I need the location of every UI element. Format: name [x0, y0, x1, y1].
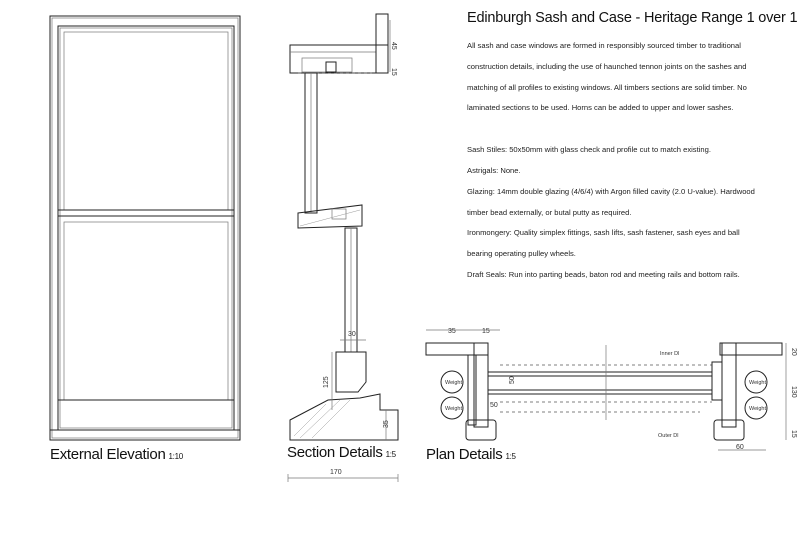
caption-plan-scale: 1:5	[505, 452, 516, 461]
dim-sill-width: 170	[330, 469, 342, 476]
dim-bead: 30	[348, 331, 356, 338]
dim-gap-b: 50	[490, 402, 498, 409]
spec-intro-line: matching of all profiles to existing windows. All timbers sections are solid timber. No	[467, 82, 747, 92]
dim-left-a: 35	[448, 328, 456, 335]
meeting-rail	[298, 205, 362, 228]
specification-block	[467, 10, 805, 286]
external-elevation	[50, 16, 240, 440]
spec-ironmongery-cont: bearing operating pulley wheels.	[467, 249, 576, 259]
plan-details	[426, 328, 797, 451]
caption-external-elevation	[50, 446, 183, 463]
upper-sash	[58, 26, 234, 216]
dim-gap-a: 50	[509, 376, 516, 384]
spec-title: Edinburgh Sash and Case - Heritage Range 1 over 1	[467, 10, 798, 26]
spec-draft-seals: Draft Seals: Run into parting beads, baton rod and meeting rails and bottom rails.	[467, 269, 740, 279]
caption-plan-details	[426, 446, 516, 463]
dim-bottom: 60	[736, 444, 744, 451]
caption-section-details	[287, 444, 396, 461]
svg-text:Weight: Weight	[749, 380, 767, 386]
dim-head-a: 45	[390, 42, 397, 50]
spec-glazing: Glazing: 14mm double glazing (4/6/4) with Argon filled cavity (2.0 U-value). Hardwood	[467, 186, 755, 196]
spec-intro-line: laminated sections to be used. Horns can be added to upper and lower sashes.	[467, 103, 734, 113]
dim-head-b: 15	[390, 68, 397, 76]
svg-text:Weight: Weight	[445, 380, 463, 386]
caption-section-label: Section Details	[287, 444, 383, 461]
dim-right-b: 130	[790, 386, 797, 398]
spec-glazing-cont: timber bead externally, or butal putty as required.	[467, 207, 632, 217]
dim-sill-height: 125	[323, 376, 330, 388]
caption-plan-label: Plan Details	[426, 446, 503, 463]
lower-sash	[58, 216, 234, 430]
caption-elevation-label: External Elevation	[50, 446, 166, 463]
dim-right-a: 20	[790, 348, 797, 356]
svg-text:Weight: Weight	[445, 406, 463, 412]
section-details	[288, 14, 398, 482]
elevation-sill	[50, 430, 240, 440]
dim-sill-small: 35	[383, 420, 390, 428]
spec-intro-line: construction details, including the use of haunched tennon joints on the sashes and	[467, 61, 747, 71]
outer-label: Outer Dl	[658, 433, 679, 439]
svg-text:Weight: Weight	[749, 406, 767, 412]
inner-label: Inner Dl	[660, 351, 680, 357]
dim-left-b: 15	[482, 328, 490, 335]
spec-intro-line: All sash and case windows are formed in responsibly sourced timber to traditional	[467, 41, 741, 50]
spec-astrigals: Astrigals: None.	[467, 165, 521, 175]
caption-section-scale: 1:5	[385, 450, 396, 459]
caption-elevation-scale: 1:10	[168, 452, 183, 461]
spec-sash-stiles: Sash Stiles: 50x50mm with glass check and profile cut to match existing.	[467, 145, 711, 155]
spec-ironmongery: Ironmongery: Quality simplex fittings, sash lifts, sash fastener, sash eyes and ball	[467, 228, 740, 238]
dim-right-c: 15	[790, 430, 797, 438]
section-sill	[290, 394, 398, 440]
